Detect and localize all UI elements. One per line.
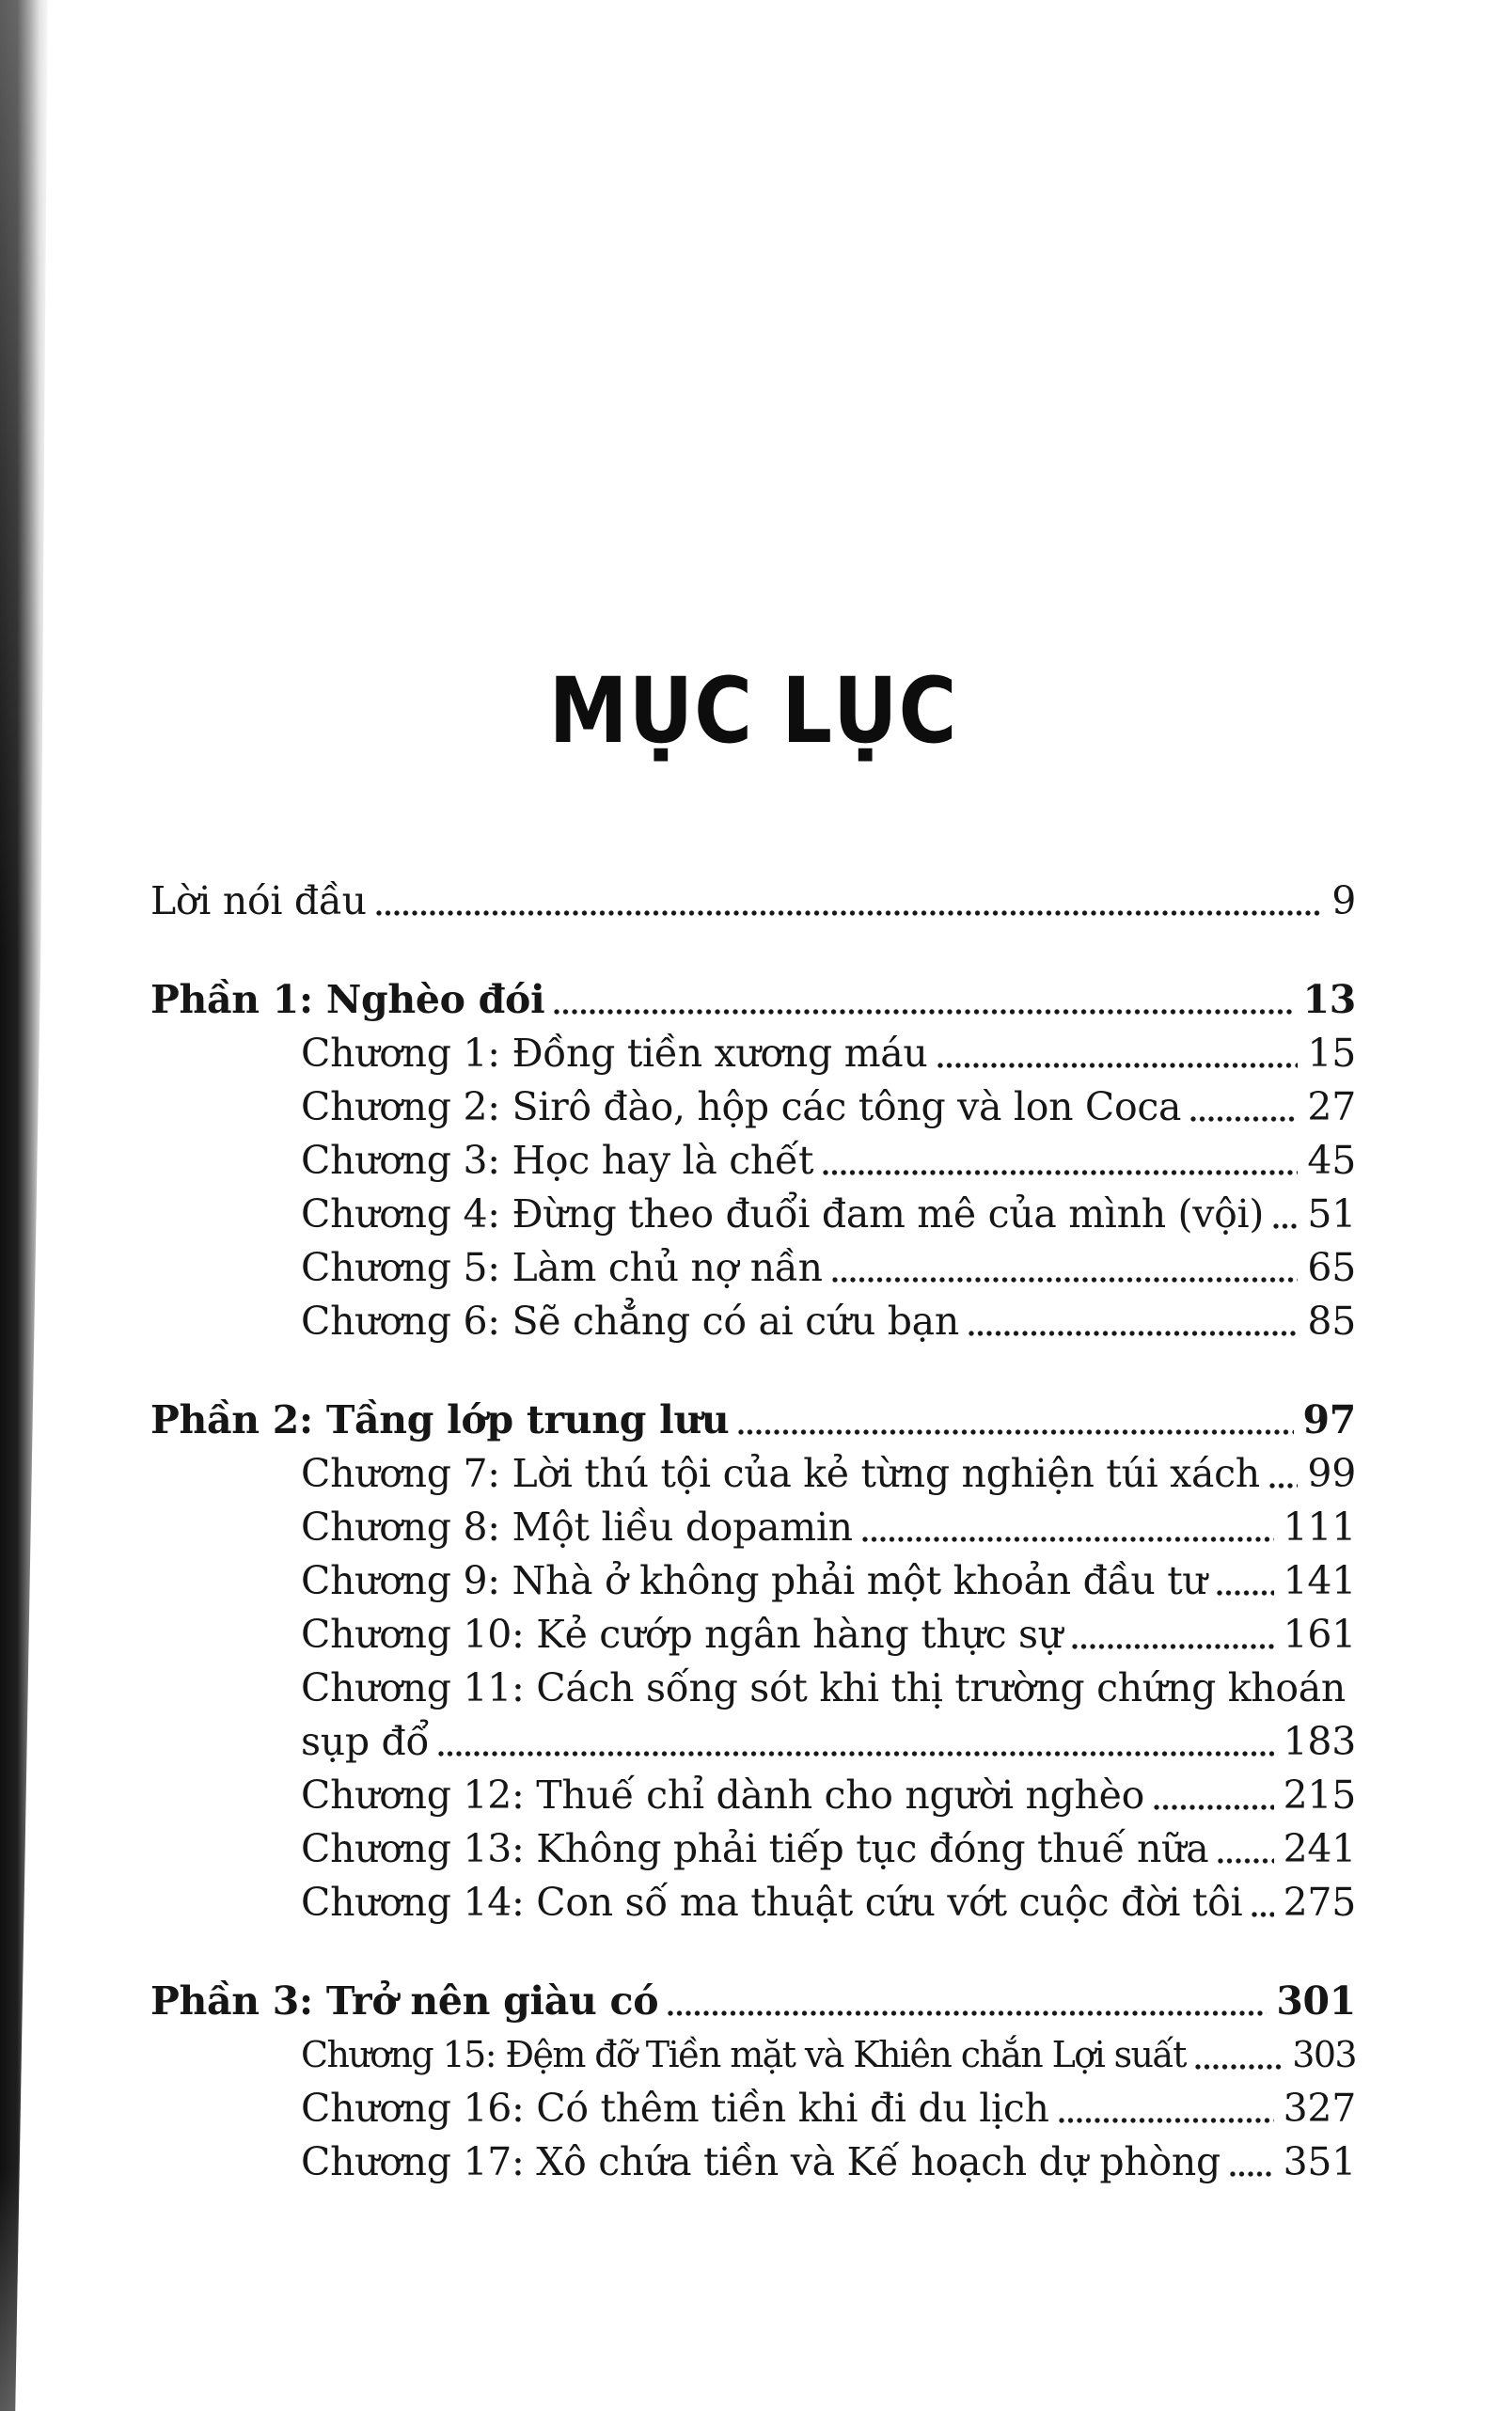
toc-entry-page: 301 [1276, 1978, 1356, 2024]
dot-leader [937, 1027, 1299, 1080]
dot-leader [1269, 1447, 1299, 1501]
dot-leader [1230, 2135, 1274, 2189]
toc-entry-page: 27 [1307, 1084, 1356, 1129]
toc-entry-label: Chương 16: Có thêm tiền khi đi du lịch [301, 2086, 1049, 2131]
toc-entry-label: sụp đổ [301, 1719, 430, 1764]
dot-leader [668, 1975, 1267, 2028]
toc-entry-page: 65 [1307, 1245, 1356, 1290]
toc-entry-label: Chương 6: Sẽ chẳng có ai cứu bạn [301, 1299, 959, 1344]
dot-leader [376, 875, 1322, 928]
toc-entry-label: Lời nói đầu [150, 878, 367, 923]
toc-entry-label: Chương 14: Con số ma thuật cứu vớt cuộc đời tôi [301, 1880, 1243, 1925]
dot-leader [1059, 2082, 1274, 2135]
toc-entry [150, 1715, 1356, 1769]
toc-entry-page: 9 [1331, 878, 1356, 923]
dot-leader [438, 1715, 1273, 1769]
toc-page [150, 658, 1356, 2189]
page-title: MỤC LỤC [548, 658, 958, 764]
toc-entry-page: 183 [1283, 1719, 1356, 1764]
toc-entry [150, 1876, 1356, 1930]
toc-entry [150, 973, 1356, 1027]
dot-leader [1072, 1608, 1274, 1662]
toc-entry-label: Chương 15: Đệm đỡ Tiền mặt và Khiên chắn Lợi suất [301, 2034, 1186, 2075]
toc-entry-page: 215 [1283, 1773, 1356, 1818]
toc-entry-label: Chương 1: Đồng tiền xương máu [301, 1031, 928, 1076]
toc-entry-page: 97 [1302, 1397, 1356, 1442]
toc-entry [150, 1027, 1356, 1080]
toc-entry-page: 15 [1307, 1031, 1356, 1076]
toc-entry-label: Phần 2: Tầng lớp trung lưu [150, 1397, 730, 1442]
toc-entry [150, 1975, 1356, 2028]
toc-entry-page: 241 [1283, 1826, 1356, 1871]
toc-entry [150, 2028, 1356, 2082]
toc-entry [150, 1134, 1356, 1188]
toc-entry [150, 1447, 1356, 1501]
toc-entry-label: Chương 3: Học hay là chết [301, 1138, 814, 1183]
toc-entry-page: 13 [1302, 977, 1356, 1022]
toc-entry-page: 327 [1283, 2086, 1356, 2131]
dot-leader [1273, 1188, 1298, 1241]
toc-entry-label: Chương 5: Làm chủ nợ nần [301, 1245, 823, 1290]
dot-leader [823, 1134, 1298, 1188]
dot-leader [969, 1295, 1298, 1348]
toc-entry-page: 161 [1283, 1612, 1356, 1657]
toc-entry-label: Chương 11: Cách sống sót khi thị trường chứng khoán [301, 1665, 1347, 1710]
toc-entry [150, 1822, 1356, 1876]
dot-leader [1218, 1822, 1273, 1876]
toc-entry [150, 1188, 1356, 1241]
toc-entry-label: Phần 3: Trở nên giàu có [150, 1978, 659, 2024]
toc-entry-page: 111 [1283, 1505, 1356, 1550]
toc-entry [150, 1501, 1356, 1554]
dot-leader [1154, 1769, 1274, 1822]
toc-entry [150, 1080, 1356, 1134]
toc-entry [150, 1241, 1356, 1295]
toc-entry-label: Chương 2: Sirô đào, hộp các tông và lon Coca [301, 1084, 1182, 1129]
toc-entry [150, 1769, 1356, 1822]
toc-entry [150, 2082, 1356, 2135]
toc-entry-page: 85 [1307, 1299, 1356, 1344]
toc-entry-label: Chương 9: Nhà ở không phải một khoản đầu tư [301, 1558, 1207, 1603]
dot-leader [832, 1241, 1299, 1295]
scan-gutter-shadow [0, 0, 51, 2411]
dot-leader [1190, 1080, 1298, 1134]
toc-entry [150, 1394, 1356, 1447]
toc-entry [150, 1295, 1356, 1348]
toc-entry-page: 45 [1307, 1138, 1356, 1183]
toc-list [150, 875, 1356, 2189]
toc-entry [150, 2135, 1356, 2189]
toc-entry-label: Chương 12: Thuế chỉ dành cho người nghèo [301, 1773, 1145, 1818]
dot-leader [554, 973, 1293, 1027]
dot-leader [1252, 1876, 1273, 1930]
toc-entry [150, 875, 1356, 928]
toc-entry-label: Chương 7: Lời thú tội của kẻ từng nghiện túi xách [301, 1451, 1260, 1496]
toc-entry [150, 1554, 1356, 1608]
toc-entry-label: Phần 1: Nghèo đói [150, 977, 545, 1022]
toc-entry-page: 141 [1283, 1558, 1356, 1603]
dot-leader [1217, 1554, 1274, 1608]
toc-entry-page: 275 [1283, 1880, 1356, 1925]
toc-entry [150, 1608, 1356, 1662]
toc-entry-label: Chương 4: Đừng theo đuổi đam mê của mình (vội) [301, 1191, 1265, 1237]
toc-entry-label: Chương 13: Không phải tiếp tục đóng thuế nữa [301, 1826, 1209, 1871]
toc-entry-page: 303 [1292, 2034, 1356, 2075]
dot-leader [1195, 2028, 1284, 2082]
toc-entry-label: Chương 10: Kẻ cướp ngân hàng thực sự [301, 1612, 1063, 1657]
toc-entry [150, 1662, 1356, 1715]
toc-entry-page: 51 [1307, 1191, 1356, 1237]
toc-entry-page: 99 [1307, 1451, 1356, 1496]
toc-entry-label: Chương 8: Một liều dopamin [301, 1505, 853, 1550]
dot-leader [738, 1394, 1293, 1447]
dot-leader [862, 1501, 1274, 1554]
toc-entry-label: Chương 17: Xô chứa tiền và Kế hoạch dự phòng [301, 2139, 1221, 2184]
toc-entry-page: 351 [1283, 2139, 1356, 2184]
